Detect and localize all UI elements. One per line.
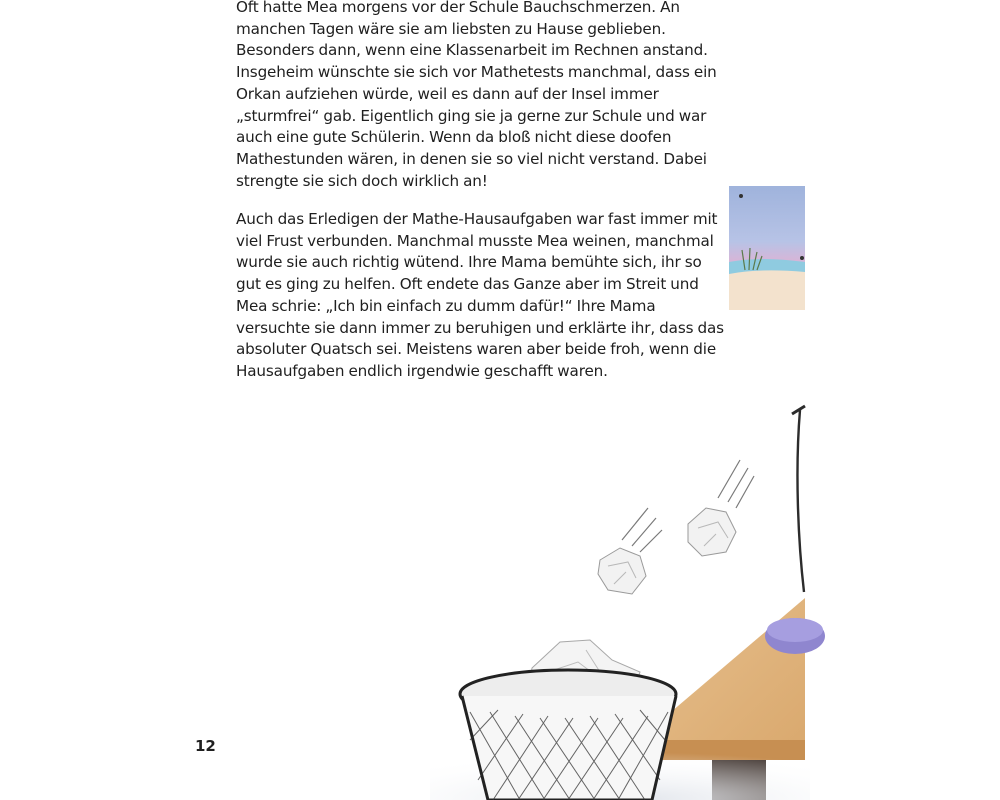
paper-ball-1 [598,508,662,594]
table [638,598,825,800]
page-number: 12 [195,737,216,755]
wall-picture [729,186,805,310]
wastebasket [460,640,676,800]
lamp-stand [792,406,805,592]
paragraph-2: Auch das Erledigen der Mathe-Hausaufgaben war fast immer mit viel Frust verbunden. Manchmal musste Mea weinen, manchmal wurde sie auch richtig wütend. Ihre Mama bemühte sich, ihr so gut es ging zu helfen. Oft endete das Ganze aber im Streit und Mea schrie: „Ich bin einfach zu dumm dafür!“ Ihre Mama versuchte sie dann immer zu beruhigen und erklärte ihr, dass das absoluter Quatsch sei. Meistens waren aber beide froh, wenn die Hausaufgaben endlich irgendwie geschafft waren. [236,210,724,380]
paragraph-1: Oft hatte Mea morgens vor der Schule Bauchschmerzen. An manchen Tagen wäre sie am liebsten zu Hause geblieben. Besonders dann, wenn eine Klassenarbeit im Rechnen anstand. Insgeheim wünschte sie sich vor Mathetests manchmal, dass ein Orkan aufziehen würde, weil es dann auf der Insel immer „sturmfrei“ gab. Eigentlich ging sie ja gerne zur Schule und war auch eine gute Schülerin. Wenn da bloß nicht diese doofen Mathestunden wären, in denen sie so viel nicht verstand. Dabei strengte sie sich doch wirklich an! [236,0,717,190]
paper-ball-2 [688,460,754,556]
